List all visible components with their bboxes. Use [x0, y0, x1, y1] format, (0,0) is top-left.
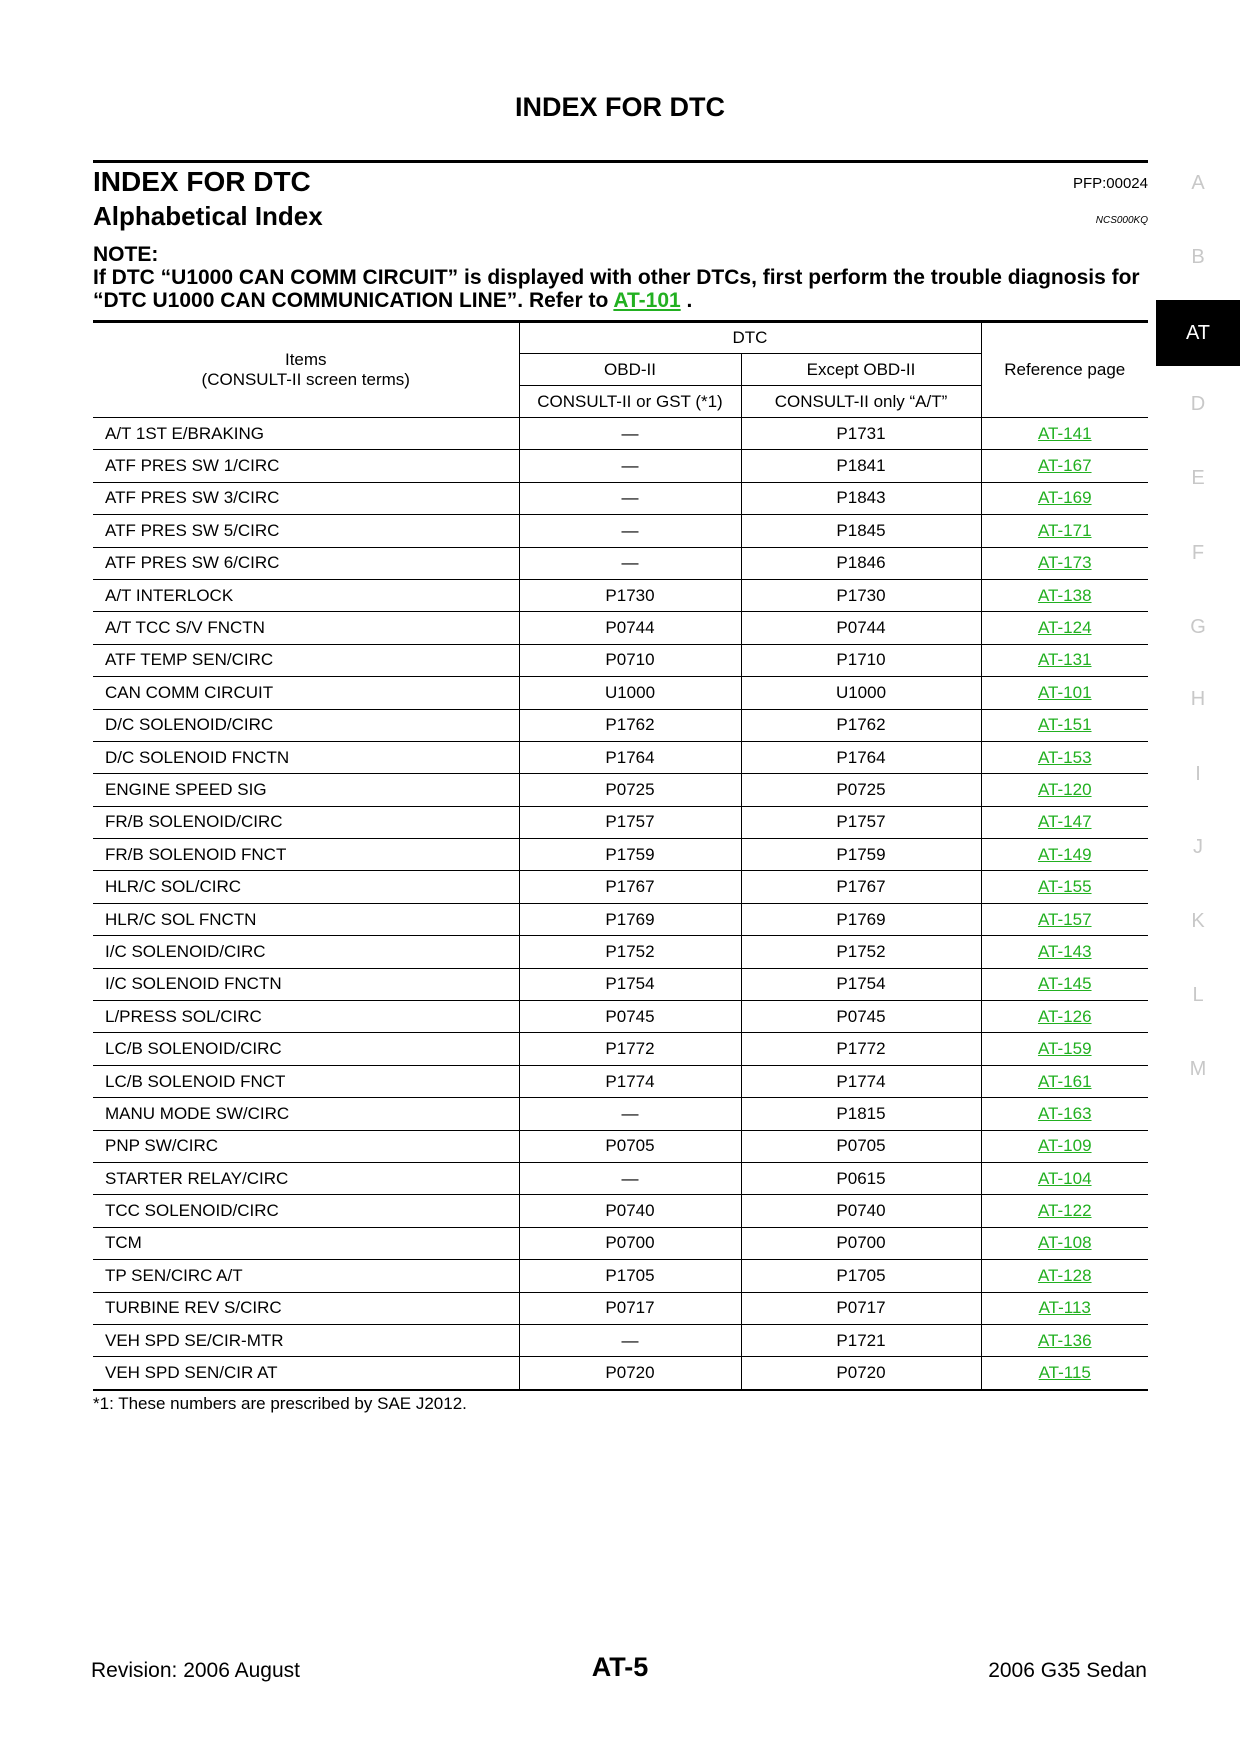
obd-code-cell: P1705 [519, 1260, 741, 1292]
item-cell: CAN COMM CIRCUIT [93, 677, 519, 709]
reference-cell [981, 968, 1148, 1000]
except-obd-code-cell: P0717 [741, 1292, 981, 1324]
reference-link[interactable]: AT-151 [1037, 715, 1092, 735]
reference-cell [981, 741, 1148, 773]
note-link[interactable]: AT-101 [613, 289, 681, 312]
except-obd-code-cell: P0720 [741, 1357, 981, 1390]
consult-gst-header: CONSULT-II or GST (*1) [519, 386, 741, 418]
item-cell: HLR/C SOL FNCTN [93, 903, 519, 935]
except-obd-code-cell: P1730 [741, 579, 981, 611]
item-cell: TCC SOLENOID/CIRC [93, 1195, 519, 1227]
table-row [93, 547, 1148, 579]
table-row [93, 644, 1148, 676]
item-cell: D/C SOLENOID/CIRC [93, 709, 519, 741]
dtc-table-body [93, 418, 1148, 1390]
reference-link[interactable]: AT-169 [1037, 488, 1092, 508]
except-obd-code-cell: P1767 [741, 871, 981, 903]
obd-code-cell: P0720 [519, 1357, 741, 1390]
side-tab-f[interactable]: F [1191, 542, 1205, 564]
reference-cell [981, 903, 1148, 935]
side-tab-m[interactable]: M [1189, 1058, 1207, 1080]
reference-cell [981, 677, 1148, 709]
reference-cell [981, 547, 1148, 579]
reference-cell [981, 1001, 1148, 1033]
table-row [93, 774, 1148, 806]
except-obd-code-cell: P1764 [741, 741, 981, 773]
item-cell: TURBINE REV S/CIRC [93, 1292, 519, 1324]
reference-cell [981, 871, 1148, 903]
obd-code-cell: P1774 [519, 1065, 741, 1097]
reference-link[interactable]: AT-115 [1038, 1363, 1091, 1383]
item-cell: LC/B SOLENOID/CIRC [93, 1033, 519, 1065]
table-row [93, 1260, 1148, 1292]
item-cell: PNP SW/CIRC [93, 1130, 519, 1162]
item-cell: VEH SPD SEN/CIR AT [93, 1357, 519, 1390]
table-row [93, 1195, 1148, 1227]
obd-code-cell: P0745 [519, 1001, 741, 1033]
item-cell: ATF PRES SW 3/CIRC [93, 482, 519, 514]
section-side-tabs [1156, 0, 1240, 1755]
item-cell: LC/B SOLENOID FNCT [93, 1065, 519, 1097]
footnote: *1: These numbers are prescribed by SAE J2012. [93, 1393, 467, 1413]
item-cell: A/T INTERLOCK [93, 579, 519, 611]
side-tab-a[interactable]: A [1191, 172, 1205, 194]
except-obd-code-cell: P1752 [741, 936, 981, 968]
section-title: INDEX FOR DTC [93, 166, 311, 197]
reference-link[interactable]: AT-126 [1037, 1006, 1092, 1026]
item-cell: A/T TCC S/V FNCTN [93, 612, 519, 644]
section-title-row [93, 160, 1148, 201]
item-cell: ENGINE SPEED SIG [93, 774, 519, 806]
except-obd-code-cell: P1710 [741, 644, 981, 676]
table-row [93, 741, 1148, 773]
except-obd-code-cell: P1846 [741, 547, 981, 579]
except-obd-code-cell: P1759 [741, 839, 981, 871]
item-cell: STARTER RELAY/CIRC [93, 1162, 519, 1194]
obd-code-cell: — [519, 515, 741, 547]
item-cell: MANU MODE SW/CIRC [93, 1098, 519, 1130]
table-row [93, 450, 1148, 482]
table-row [93, 482, 1148, 514]
obd-code-cell: — [519, 1324, 741, 1356]
note-text-after: . [680, 289, 693, 312]
except-obd-code-cell: P0700 [741, 1227, 981, 1259]
except-obd-code-cell: P0705 [741, 1130, 981, 1162]
table-row [93, 1001, 1148, 1033]
side-tab-e[interactable]: E [1191, 467, 1205, 489]
item-cell: FR/B SOLENOID FNCT [93, 839, 519, 871]
side-tab-j[interactable]: J [1193, 836, 1203, 858]
item-cell: ATF TEMP SEN/CIRC [93, 644, 519, 676]
footer-page-number: AT-5 [591, 1652, 649, 1682]
side-tab-k[interactable]: K [1191, 910, 1205, 932]
reference-link[interactable]: AT-167 [1037, 456, 1092, 476]
obd-code-cell: P1762 [519, 709, 741, 741]
table-row [93, 806, 1148, 838]
reference-cell [981, 1098, 1148, 1130]
side-tab-at[interactable]: AT [1156, 300, 1240, 366]
reference-cell [981, 1033, 1148, 1065]
obd-code-cell: P1759 [519, 839, 741, 871]
reference-link[interactable]: AT-109 [1037, 1136, 1092, 1156]
reference-link[interactable]: AT-113 [1038, 1298, 1091, 1318]
table-row [93, 1162, 1148, 1194]
page-header: INDEX FOR DTC [514, 92, 725, 122]
reference-link[interactable]: AT-131 [1037, 650, 1092, 670]
except-obd-code-cell: U1000 [741, 677, 981, 709]
reference-cell [981, 1195, 1148, 1227]
table-row [93, 1292, 1148, 1324]
obd-code-cell: — [519, 482, 741, 514]
item-cell: ATF PRES SW 1/CIRC [93, 450, 519, 482]
pfp-code: PFP:00024 [1072, 175, 1148, 192]
obd-code-cell: P1772 [519, 1033, 741, 1065]
obd-code-cell: — [519, 1162, 741, 1194]
reference-link[interactable]: AT-153 [1037, 747, 1092, 767]
reference-link[interactable]: AT-161 [1037, 1071, 1092, 1091]
reference-cell [981, 644, 1148, 676]
reference-cell [981, 579, 1148, 611]
item-cell: TP SEN/CIRC A/T [93, 1260, 519, 1292]
except-obd-code-cell: P1705 [741, 1260, 981, 1292]
table-row [93, 936, 1148, 968]
except-obd-code-cell: P1757 [741, 806, 981, 838]
except-obd-code-cell: P1762 [741, 709, 981, 741]
item-cell: L/PRESS SOL/CIRC [93, 1001, 519, 1033]
side-tab-d[interactable]: D [1190, 393, 1206, 415]
reference-cell [981, 709, 1148, 741]
reference-cell [981, 1130, 1148, 1162]
obd-code-cell: — [519, 547, 741, 579]
note-text [93, 266, 1148, 312]
reference-cell [981, 1162, 1148, 1194]
item-cell: ATF PRES SW 6/CIRC [93, 547, 519, 579]
reference-link[interactable]: AT-143 [1037, 941, 1092, 961]
reference-cell [981, 418, 1148, 450]
reference-link[interactable]: AT-155 [1037, 877, 1092, 897]
except-obd-code-cell: P0745 [741, 1001, 981, 1033]
except-obd-code-cell: P1772 [741, 1033, 981, 1065]
item-cell: HLR/C SOL/CIRC [93, 871, 519, 903]
table-row [93, 515, 1148, 547]
except-obd-code-cell: P1843 [741, 482, 981, 514]
dtc-header: DTC [519, 322, 981, 354]
reference-cell [981, 1260, 1148, 1292]
item-cell: I/C SOLENOID/CIRC [93, 936, 519, 968]
obd-code-cell: P0705 [519, 1130, 741, 1162]
table-row [93, 1227, 1148, 1259]
table-row [93, 903, 1148, 935]
reference-cell [981, 1227, 1148, 1259]
except-obd-code-cell: P1754 [741, 968, 981, 1000]
main-content [93, 160, 1148, 1414]
items-header [93, 322, 519, 418]
side-tab-l[interactable]: L [1192, 984, 1204, 1006]
side-tab-b[interactable]: B [1191, 246, 1205, 268]
item-cell: D/C SOLENOID FNCTN [93, 741, 519, 773]
subtitle-row [93, 201, 1148, 245]
reference-link[interactable]: AT-104 [1037, 1168, 1092, 1188]
obd-code-cell: P0725 [519, 774, 741, 806]
table-row [93, 677, 1148, 709]
table-row [93, 1033, 1148, 1065]
table-row [93, 612, 1148, 644]
table-row [93, 1357, 1148, 1390]
except-obd-code-cell: P1731 [741, 418, 981, 450]
reference-link[interactable]: AT-108 [1037, 1233, 1092, 1253]
reference-link[interactable]: AT-145 [1037, 974, 1092, 994]
item-cell: VEH SPD SE/CIR-MTR [93, 1324, 519, 1356]
reference-cell [981, 1357, 1148, 1390]
obd-code-cell: P1764 [519, 741, 741, 773]
reference-link[interactable]: AT-163 [1037, 1103, 1092, 1123]
reference-cell [981, 1324, 1148, 1356]
reference-cell [981, 806, 1148, 838]
table-row [93, 968, 1148, 1000]
note-text-before: If DTC “U1000 CAN COMM CIRCUIT” is displayed with other DTCs, first perform the trouble diagnosis for “DTC U1000 CAN COMMUNICATION LINE”. Refer to [93, 266, 1140, 312]
item-cell: FR/B SOLENOID/CIRC [93, 806, 519, 838]
except-obd-code-cell: P0740 [741, 1195, 981, 1227]
reference-cell [981, 612, 1148, 644]
reference-cell [981, 515, 1148, 547]
side-tab-g[interactable]: G [1190, 616, 1206, 638]
except-obd-code-cell: P1721 [741, 1324, 981, 1356]
reference-cell [981, 839, 1148, 871]
footer-model: 2006 G35 Sedan [988, 1659, 1147, 1682]
table-row [93, 871, 1148, 903]
reference-link[interactable]: AT-122 [1037, 1201, 1092, 1221]
footer-revision: Revision: 2006 August [91, 1659, 300, 1682]
reference-link[interactable]: AT-124 [1037, 618, 1092, 638]
reference-cell [981, 1292, 1148, 1324]
obd-code-cell: P0710 [519, 644, 741, 676]
reference-cell [981, 450, 1148, 482]
except-obd-code-cell: P1841 [741, 450, 981, 482]
reference-link[interactable]: AT-101 [1037, 682, 1092, 702]
table-row [93, 579, 1148, 611]
reference-header: Reference page [981, 322, 1148, 418]
except-obd-code-cell: P0725 [741, 774, 981, 806]
obd-code-cell: — [519, 1098, 741, 1130]
consult-only-header: CONSULT-II only “A/T” [741, 386, 981, 418]
reference-link[interactable]: AT-120 [1037, 779, 1092, 799]
item-cell: TCM [93, 1227, 519, 1259]
except-obd-code-cell: P0615 [741, 1162, 981, 1194]
table-row [93, 1130, 1148, 1162]
obd-code-cell: P1757 [519, 806, 741, 838]
items-header-line1: Items [284, 350, 327, 369]
items-header-line2: (CONSULT-II screen terms) [201, 370, 410, 389]
item-cell: ATF PRES SW 5/CIRC [93, 515, 519, 547]
section-subtitle: Alphabetical Index [93, 201, 323, 231]
table-row [93, 1065, 1148, 1097]
reference-link[interactable]: AT-141 [1037, 423, 1092, 443]
except-obd-code-cell: P1774 [741, 1065, 981, 1097]
obd-code-cell: P1767 [519, 871, 741, 903]
note-label: NOTE: [93, 243, 159, 266]
reference-link[interactable]: AT-147 [1037, 812, 1092, 832]
obd-code-cell: P1769 [519, 903, 741, 935]
obd-code-cell: P0717 [519, 1292, 741, 1324]
obd-code-cell: — [519, 450, 741, 482]
table-row [93, 1098, 1148, 1130]
obd-code-cell: P0744 [519, 612, 741, 644]
reference-cell [981, 1065, 1148, 1097]
reference-cell [981, 482, 1148, 514]
ncs-code: NCS000KQ [1095, 215, 1148, 226]
except-obd-code-cell: P1815 [741, 1098, 981, 1130]
except-obd-header: Except OBD-II [741, 354, 981, 386]
obd-code-cell: P1730 [519, 579, 741, 611]
dtc-table [93, 320, 1148, 1391]
table-row [93, 709, 1148, 741]
reference-link[interactable]: AT-138 [1037, 585, 1092, 605]
obd-code-cell: P0700 [519, 1227, 741, 1259]
except-obd-code-cell: P1769 [741, 903, 981, 935]
obd-code-cell: U1000 [519, 677, 741, 709]
obd-header: OBD-II [519, 354, 741, 386]
obd-code-cell: P1754 [519, 968, 741, 1000]
reference-link[interactable]: AT-136 [1037, 1330, 1092, 1350]
except-obd-code-cell: P1845 [741, 515, 981, 547]
reference-link[interactable]: AT-171 [1037, 520, 1092, 540]
item-cell: I/C SOLENOID FNCTN [93, 968, 519, 1000]
reference-link[interactable]: AT-173 [1037, 553, 1092, 573]
reference-cell [981, 774, 1148, 806]
table-row [93, 839, 1148, 871]
table-row [93, 1324, 1148, 1356]
except-obd-code-cell: P0744 [741, 612, 981, 644]
table-row [93, 418, 1148, 450]
obd-code-cell: P1752 [519, 936, 741, 968]
reference-link[interactable]: AT-128 [1037, 1265, 1092, 1285]
item-cell: A/T 1ST E/BRAKING [93, 418, 519, 450]
reference-link[interactable]: AT-149 [1037, 844, 1092, 864]
side-tab-h[interactable]: H [1190, 688, 1206, 710]
reference-link[interactable]: AT-157 [1037, 909, 1092, 929]
reference-cell [981, 936, 1148, 968]
side-tab-i[interactable]: I [1195, 763, 1201, 785]
obd-code-cell: P0740 [519, 1195, 741, 1227]
reference-link[interactable]: AT-159 [1037, 1039, 1092, 1059]
obd-code-cell: — [519, 418, 741, 450]
